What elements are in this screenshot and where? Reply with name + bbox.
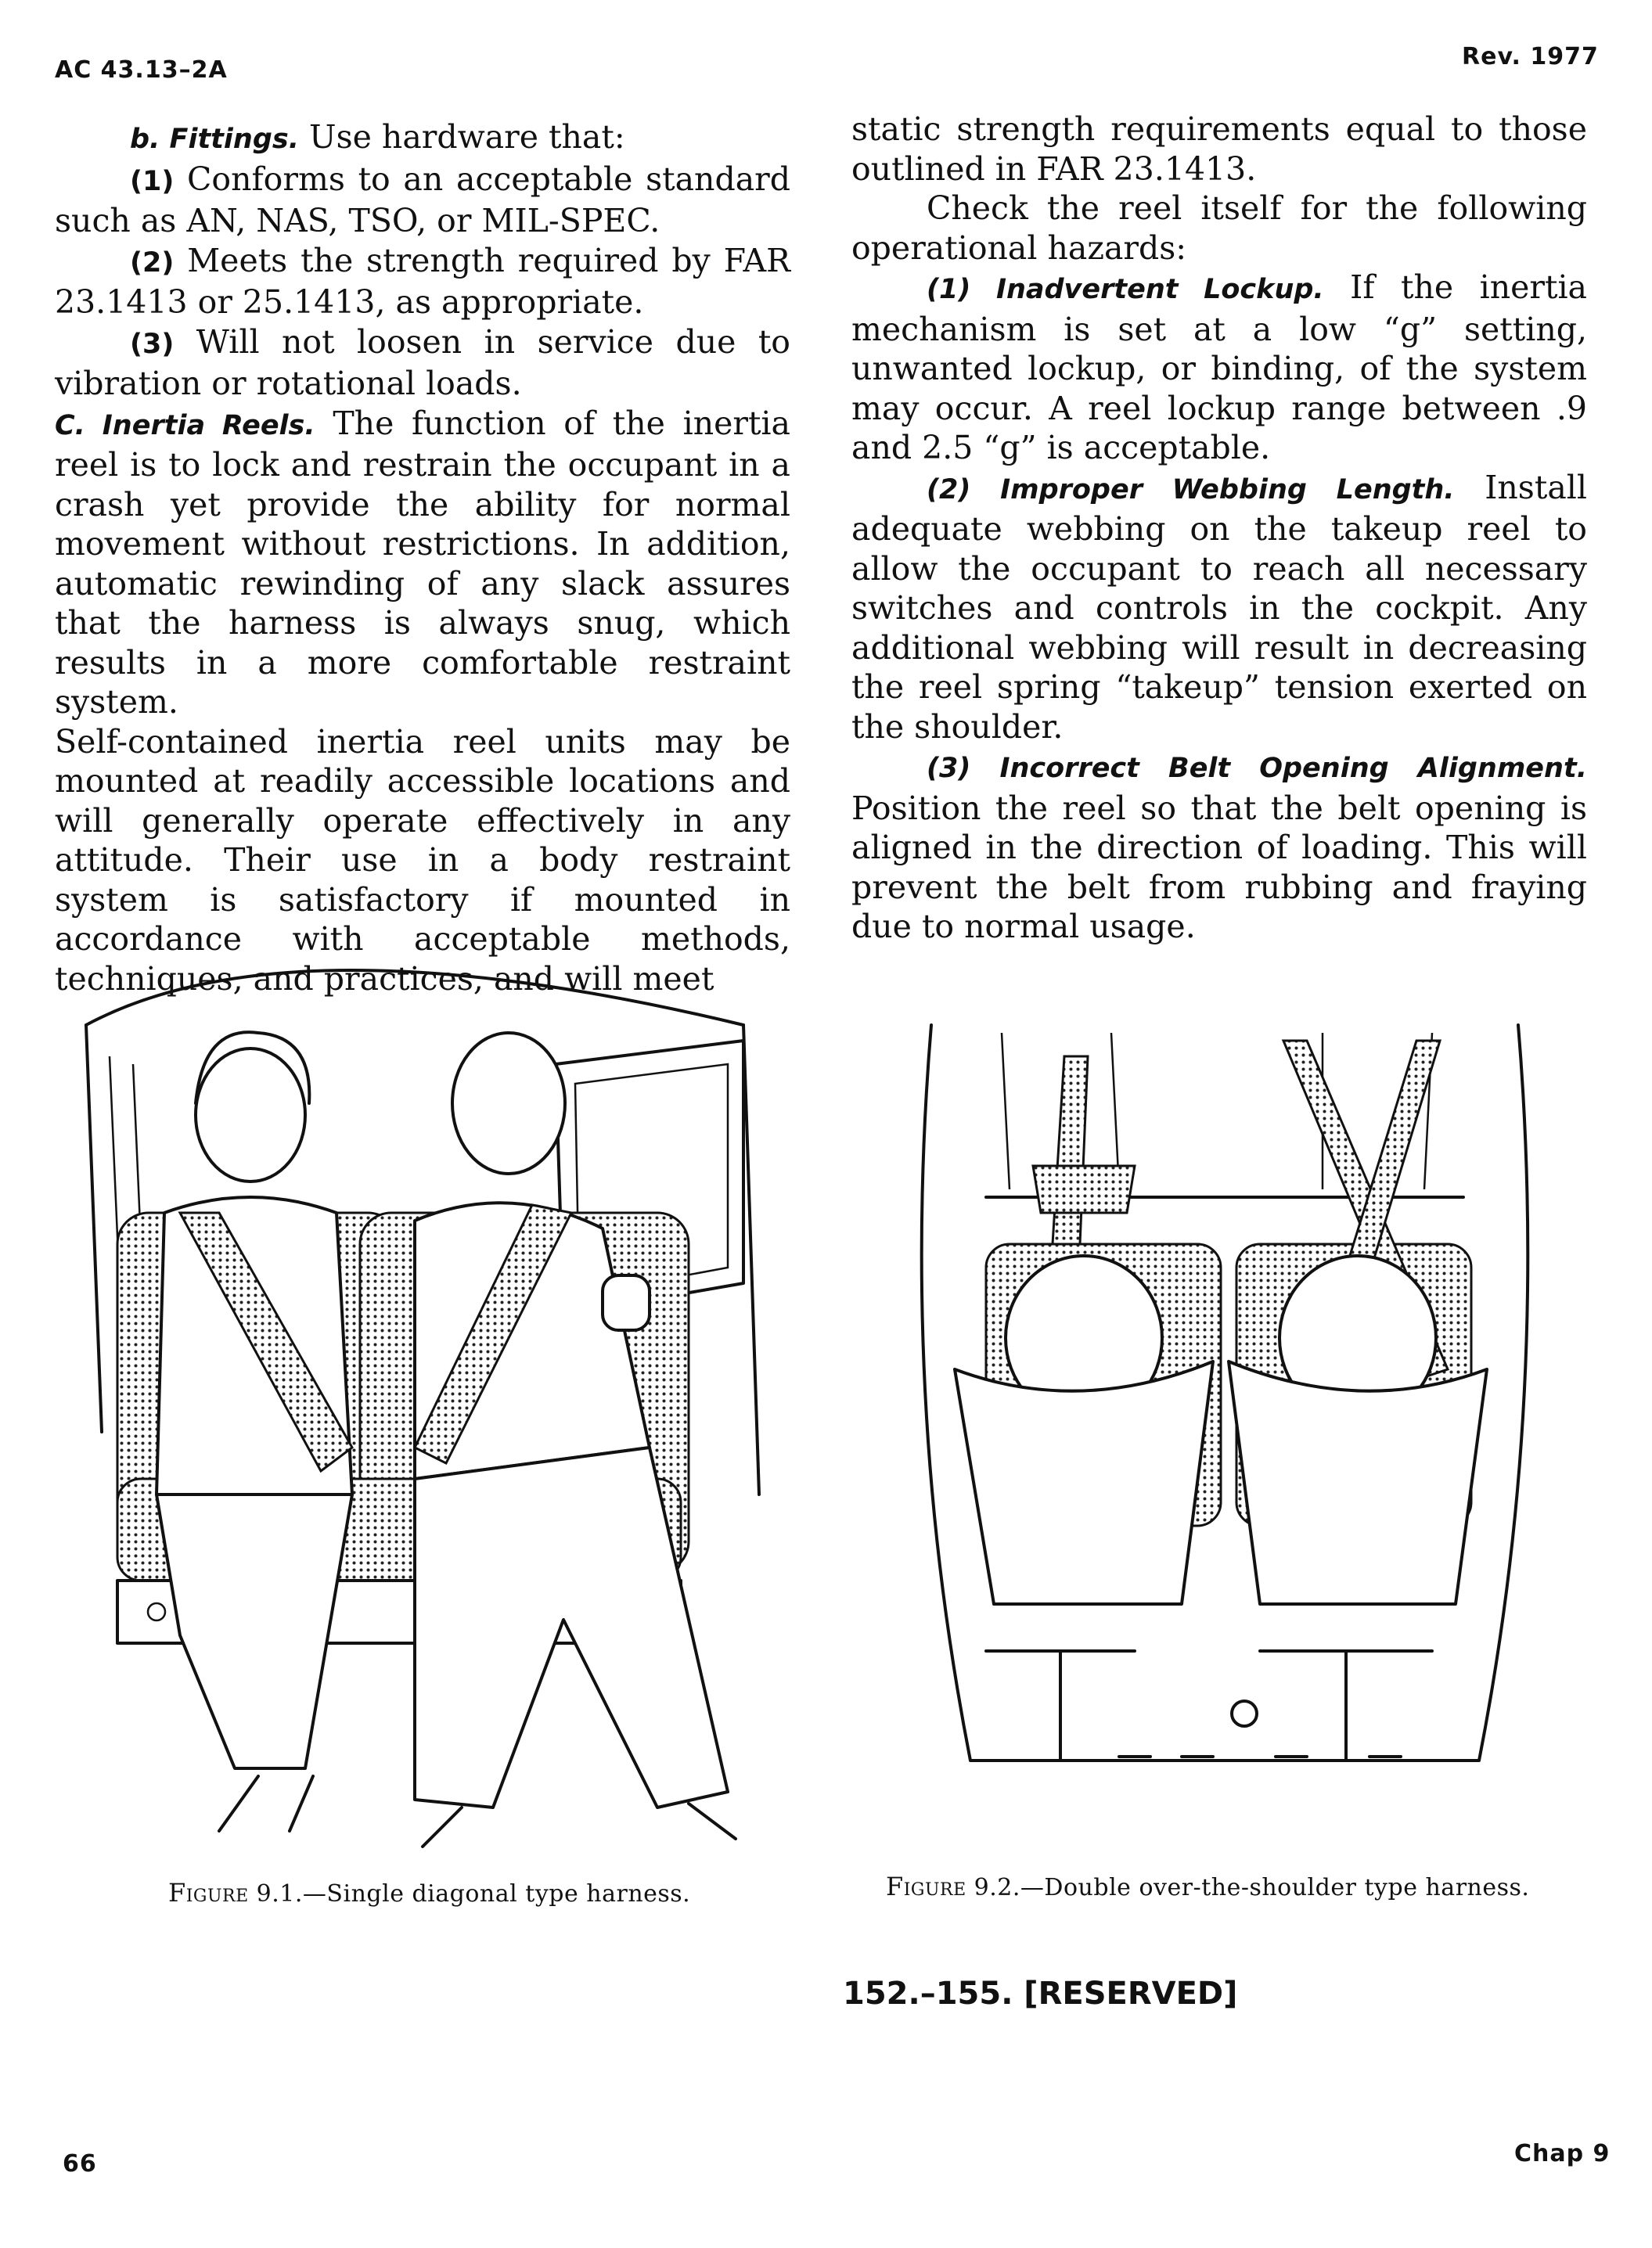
hazard-3-paragraph: (3) Incorrect Belt Opening Alignment. Position the reel so that the belt opening is aligned in the direction of loading. This will prevent the belt from rubbing and fraying due to normal usage.	[851, 753, 1587, 945]
right-column	[851, 110, 1587, 947]
hazard-1-heading: (1) Inadvertent Lockup.	[927, 274, 1324, 305]
left-inertia-reel	[1033, 1166, 1135, 1213]
figure-9-2-caption: Figure 9.2.—Double over-the-shoulder type harness.	[886, 1872, 1530, 1901]
hazard-1-paragraph: (1) Inadvertent Lockup. If the inertia mechanism is set at a low “g” setting, unwanted lockup, or binding, of the system may occur. A reel lockup range between .9 and 2.5 “g” is acceptable.	[851, 268, 1588, 466]
cabin-ceiling	[86, 970, 743, 1025]
left-column	[55, 117, 790, 998]
woman-head	[196, 1048, 305, 1182]
fittings-item-3: (3) Will not loosen in service due to vibration or rotational loads.	[55, 322, 790, 402]
chapter-label: Chap 9	[1514, 2140, 1611, 2167]
left-pilot-body	[955, 1361, 1213, 1604]
hazard-3-heading: (3) Incorrect Belt Opening Alignment.	[927, 753, 1587, 784]
hazard-2-heading: (2) Improper Webbing Length.	[927, 473, 1455, 505]
figure-9-2-illustration	[884, 1009, 1565, 1792]
figure-9-1-illustration	[55, 947, 798, 1870]
hazard-2-paragraph: (2) Improper Webbing Length. Install adequate webbing on the takeup reel to allow the occupant to reach all necessary switches and controls in the cockpit. Any additional webbing will result in decreasing the reel spring “takeup” tension exerted on the shoulder.	[851, 468, 1587, 746]
man-fist	[603, 1275, 650, 1330]
left-control-stick	[986, 1651, 1135, 1761]
inertia-reels-heading: C. Inertia Reels.	[55, 409, 315, 441]
figure-9-1-caption: Figure 9.1.—Single diagonal type harness.	[168, 1878, 691, 1908]
fittings-paragraph: b. Fittings. Use hardware that:	[130, 118, 625, 156]
self-contained-paragraph: Self-contained inertia reel units may be mounted at readily accessible locations and will generally operate effectively in any attitude. Their use in a body restraint system is satisfactory if mounted in accordance with acceptable methods, techniques, and practices, and will meet	[55, 722, 790, 998]
left-shoulder-strap	[1053, 1056, 1088, 1244]
page-number: 66	[63, 2150, 97, 2178]
reserved-section-heading: 152.–155. [RESERVED]	[843, 1976, 1238, 2012]
inertia-reels-paragraph: C. Inertia Reels. The function of the inertia reel is to lock and restrain the occupant in a crash yet provide the ability for normal movement without restrictions. In addition, automatic rewinding of any slack assures that the harness is always snug, which results in a more comfortable restraint system.	[55, 404, 790, 721]
revision-date: Rev. 1977	[1462, 43, 1599, 70]
right-pilot-body	[1229, 1361, 1487, 1604]
fittings-heading: b. Fittings.	[130, 124, 299, 155]
right-control-stick	[1260, 1651, 1432, 1761]
fittings-item-2: (2) Meets the strength required by FAR 23.1413 or 25.1413, as appropriate.	[55, 241, 790, 321]
fittings-item-1: (1) Conforms to an acceptable standard such as AN, NAS, TSO, or MIL-SPEC.	[55, 160, 790, 239]
continuation-paragraph: static strength requirements equal to those outlined in FAR 23.1413.	[851, 110, 1587, 188]
document-id: AC 43.13–2A	[55, 56, 228, 84]
woman-legs	[157, 1494, 352, 1768]
man-head	[452, 1033, 565, 1174]
check-intro-paragraph: Check the reel itself for the following operational hazards:	[851, 189, 1587, 267]
